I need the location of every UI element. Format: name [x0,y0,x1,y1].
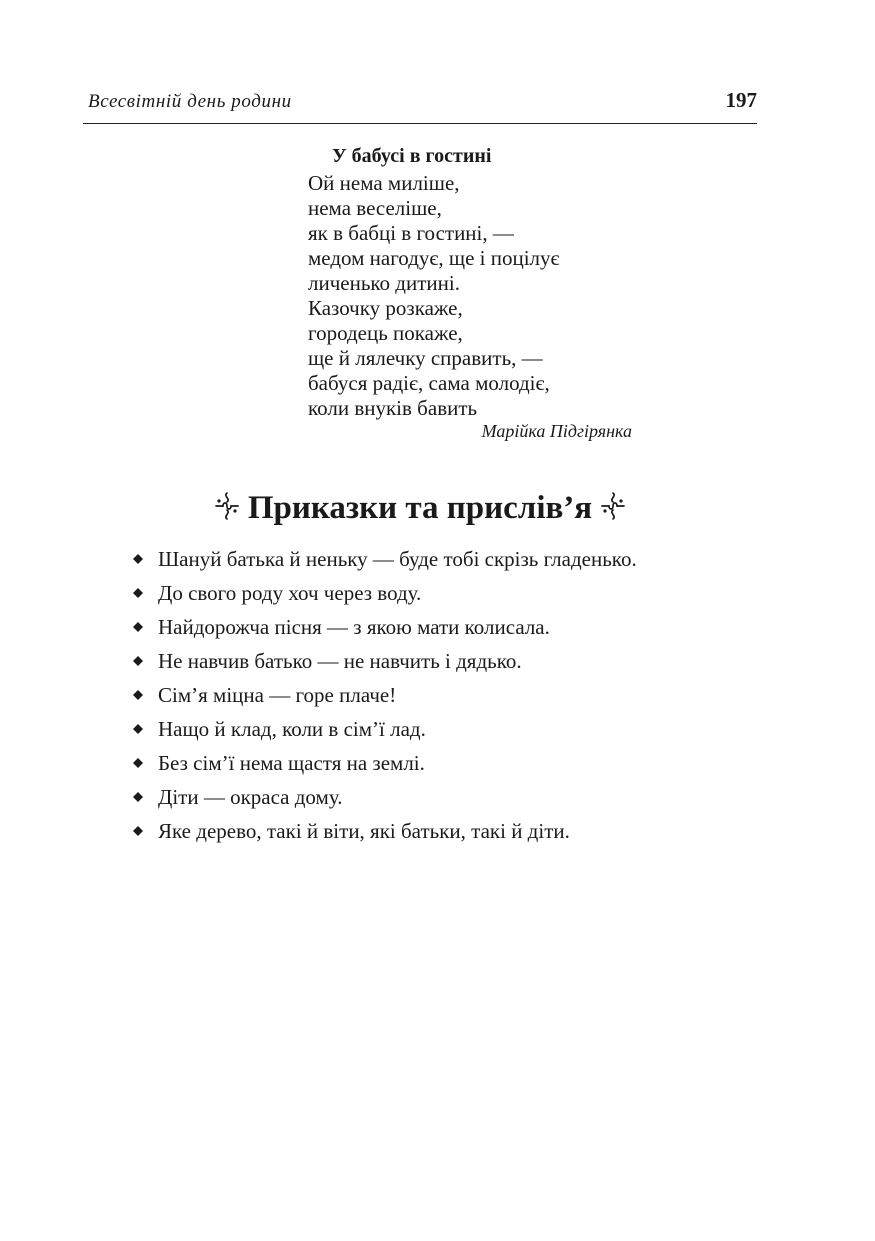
flourish-ornament-icon [600,491,626,521]
poem-line: ще й лялечку справить, — [308,346,543,370]
proverb-text: Без сім’ї нема щастя на землі. [158,751,425,775]
list-item [130,610,637,644]
diamond-bullet-icon [133,588,143,598]
diamond-bullet-icon [133,792,143,802]
list-item [130,814,637,848]
proverb-text: Не навчив батько — не навчить і дядько. [158,649,522,673]
poem-line: бабуся радіє, сама молодіє, [308,371,550,395]
list-item [130,678,637,712]
poem-line: коли внуків бавить [308,396,478,420]
list-item [130,644,637,678]
poem-author: Марійка Підгірянка [481,421,632,441]
proverb-text: Нащо й клад, коли в сім’ї лад. [158,717,426,741]
poem [308,143,648,441]
diamond-bullet-icon [133,758,143,768]
poem-line: Казочку розкаже, [308,296,463,320]
poem-line: як в бабці в гостині, — [308,221,514,245]
poem-line: Ой нема миліше, [308,171,460,195]
proverb-text: До свого роду хоч через воду. [158,581,422,605]
diamond-bullet-icon [133,554,143,564]
header-rule [83,123,757,124]
diamond-bullet-icon [133,690,143,700]
list-item [130,576,637,610]
list-item [130,712,637,746]
list-item [130,542,637,576]
running-title: Всесвітній день родини [88,91,292,112]
poem-line: нема веселіше, [308,196,442,220]
proverb-text: Сім’я міцна — горе плаче! [158,683,397,707]
page-number: 197 [725,88,757,112]
list-item [130,746,637,780]
proverb-text: Яке дерево, такі й віти, які батьки, такі й діти. [158,819,570,843]
diamond-bullet-icon [133,656,143,666]
proverb-text: Діти — окраса дому. [158,785,343,809]
proverb-text: Шануй батька й неньку — буде тобі скрізь гладенько. [158,547,637,571]
running-head [88,88,757,118]
section-heading-text: Приказки та прислів’я [247,490,593,526]
section-heading [0,486,840,530]
diamond-bullet-icon [133,826,143,836]
proverb-text: Найдорожча пісня — з якою мати колисала. [158,615,550,639]
proverb-list [130,542,637,848]
poem-lines [308,171,648,421]
diamond-bullet-icon [133,724,143,734]
poem-line: личенько дитині. [308,271,460,295]
flourish-ornament-icon [214,491,240,521]
diamond-bullet-icon [133,622,143,632]
list-item [130,780,637,814]
poem-title: У бабусі в гостині [332,145,492,167]
poem-line: медом нагодує, ще і поцілує [308,246,560,270]
poem-line: городець покаже, [308,321,463,345]
